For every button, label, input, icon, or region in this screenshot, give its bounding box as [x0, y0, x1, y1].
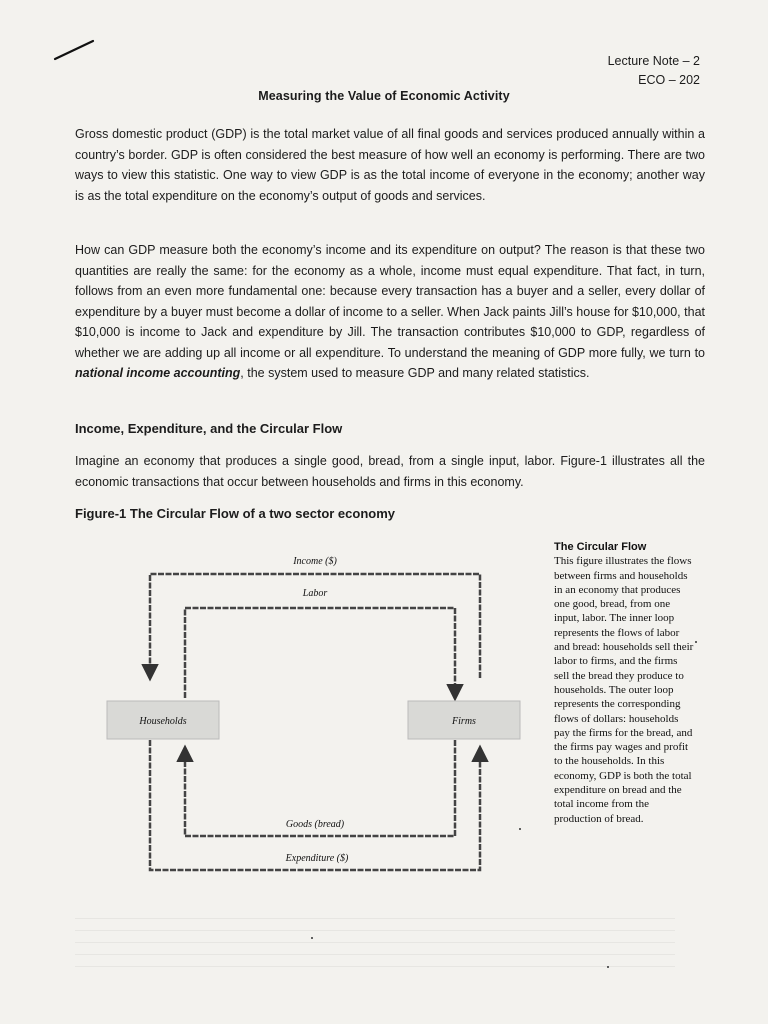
show-through-texture [75, 918, 675, 978]
speck-dot [695, 641, 697, 643]
caption-title: The Circular Flow [554, 541, 647, 553]
paragraph-income-expenditure [75, 240, 705, 384]
emphasis-national-income-accounting: national income accounting [75, 366, 241, 380]
paragraph-text-start: How can GDP measure both the economy’s income and its expenditure on output? The reason is that these two quantities are really the same: for the economy as a whole, income must equal expenditure. That fact, in turn, follows from an even more fundamental one: because every transaction has a buyer and a seller, every dollar of expenditure by a buyer must become a dollar of income to a seller. When Jack paints Jill’s house for $10,000, that $10,000 is income to Jack and expenditure by Jill. The transaction contributes $10,000 to GDP, regardless of whether we are adding up all income or all expenditure. To understand the meaning of GDP more fully, we turn to [75, 243, 705, 360]
firms-label: Firms [452, 716, 476, 727]
speck-dot [519, 828, 521, 830]
figure-caption [554, 540, 694, 826]
income-label: Income ($) [293, 556, 337, 567]
caption-text: This figure illustrates the flows between firms and households in an economy that produces one good, bread, from one input, labor. The inner loop represents the flows of labor and bread: households sell their labor to firms, and the firms sell the bread they produce to households. The outer loop represents the corresponding flows of dollars: households pay the firms for the bread, and the firms pay wages and profit to the households. In this economy, GDP is both the total expenditure on bread and the total income from the production of bread. [554, 555, 694, 825]
section-heading: Income, Expenditure, and the Circular Flow [75, 421, 343, 436]
paragraph-gdp-definition: Gross domestic product (GDP) is the total market value of all final goods and services produced annually within a country’s border. GDP is often considered the best measure of how well an economy is performing. There are two ways to view this statistic. One way to view GDP is as the total income of everyone in the economy; another way is as the total expenditure on the economy’s output of goods and services. [75, 127, 705, 203]
paragraph-text-end: , the system used to measure GDP and many related statistics. [240, 366, 590, 380]
expenditure-label: Expenditure ($) [285, 853, 349, 864]
expenditure-flow-line [150, 740, 480, 870]
households-label: Households [139, 716, 187, 727]
pen-stroke-mark [52, 38, 96, 62]
labor-flow-line [185, 608, 455, 698]
header-block [608, 52, 700, 90]
circular-flow-diagram [95, 528, 535, 898]
figure-title: Figure-1 The Circular Flow of a two sector economy [75, 506, 395, 521]
paragraph-bread-economy: Imagine an economy that produces a single good, bread, from a single input, labor. Figure-1 illustrates all the economic transactions that occur between households and firms in this economy. [75, 454, 705, 489]
course-code: ECO – 202 [638, 73, 700, 87]
goods-label: Goods (bread) [285, 819, 345, 830]
page-title: Measuring the Value of Economic Activity [258, 89, 510, 103]
labor-label: Labor [302, 588, 328, 599]
lecture-number: Lecture Note – 2 [607, 54, 700, 68]
